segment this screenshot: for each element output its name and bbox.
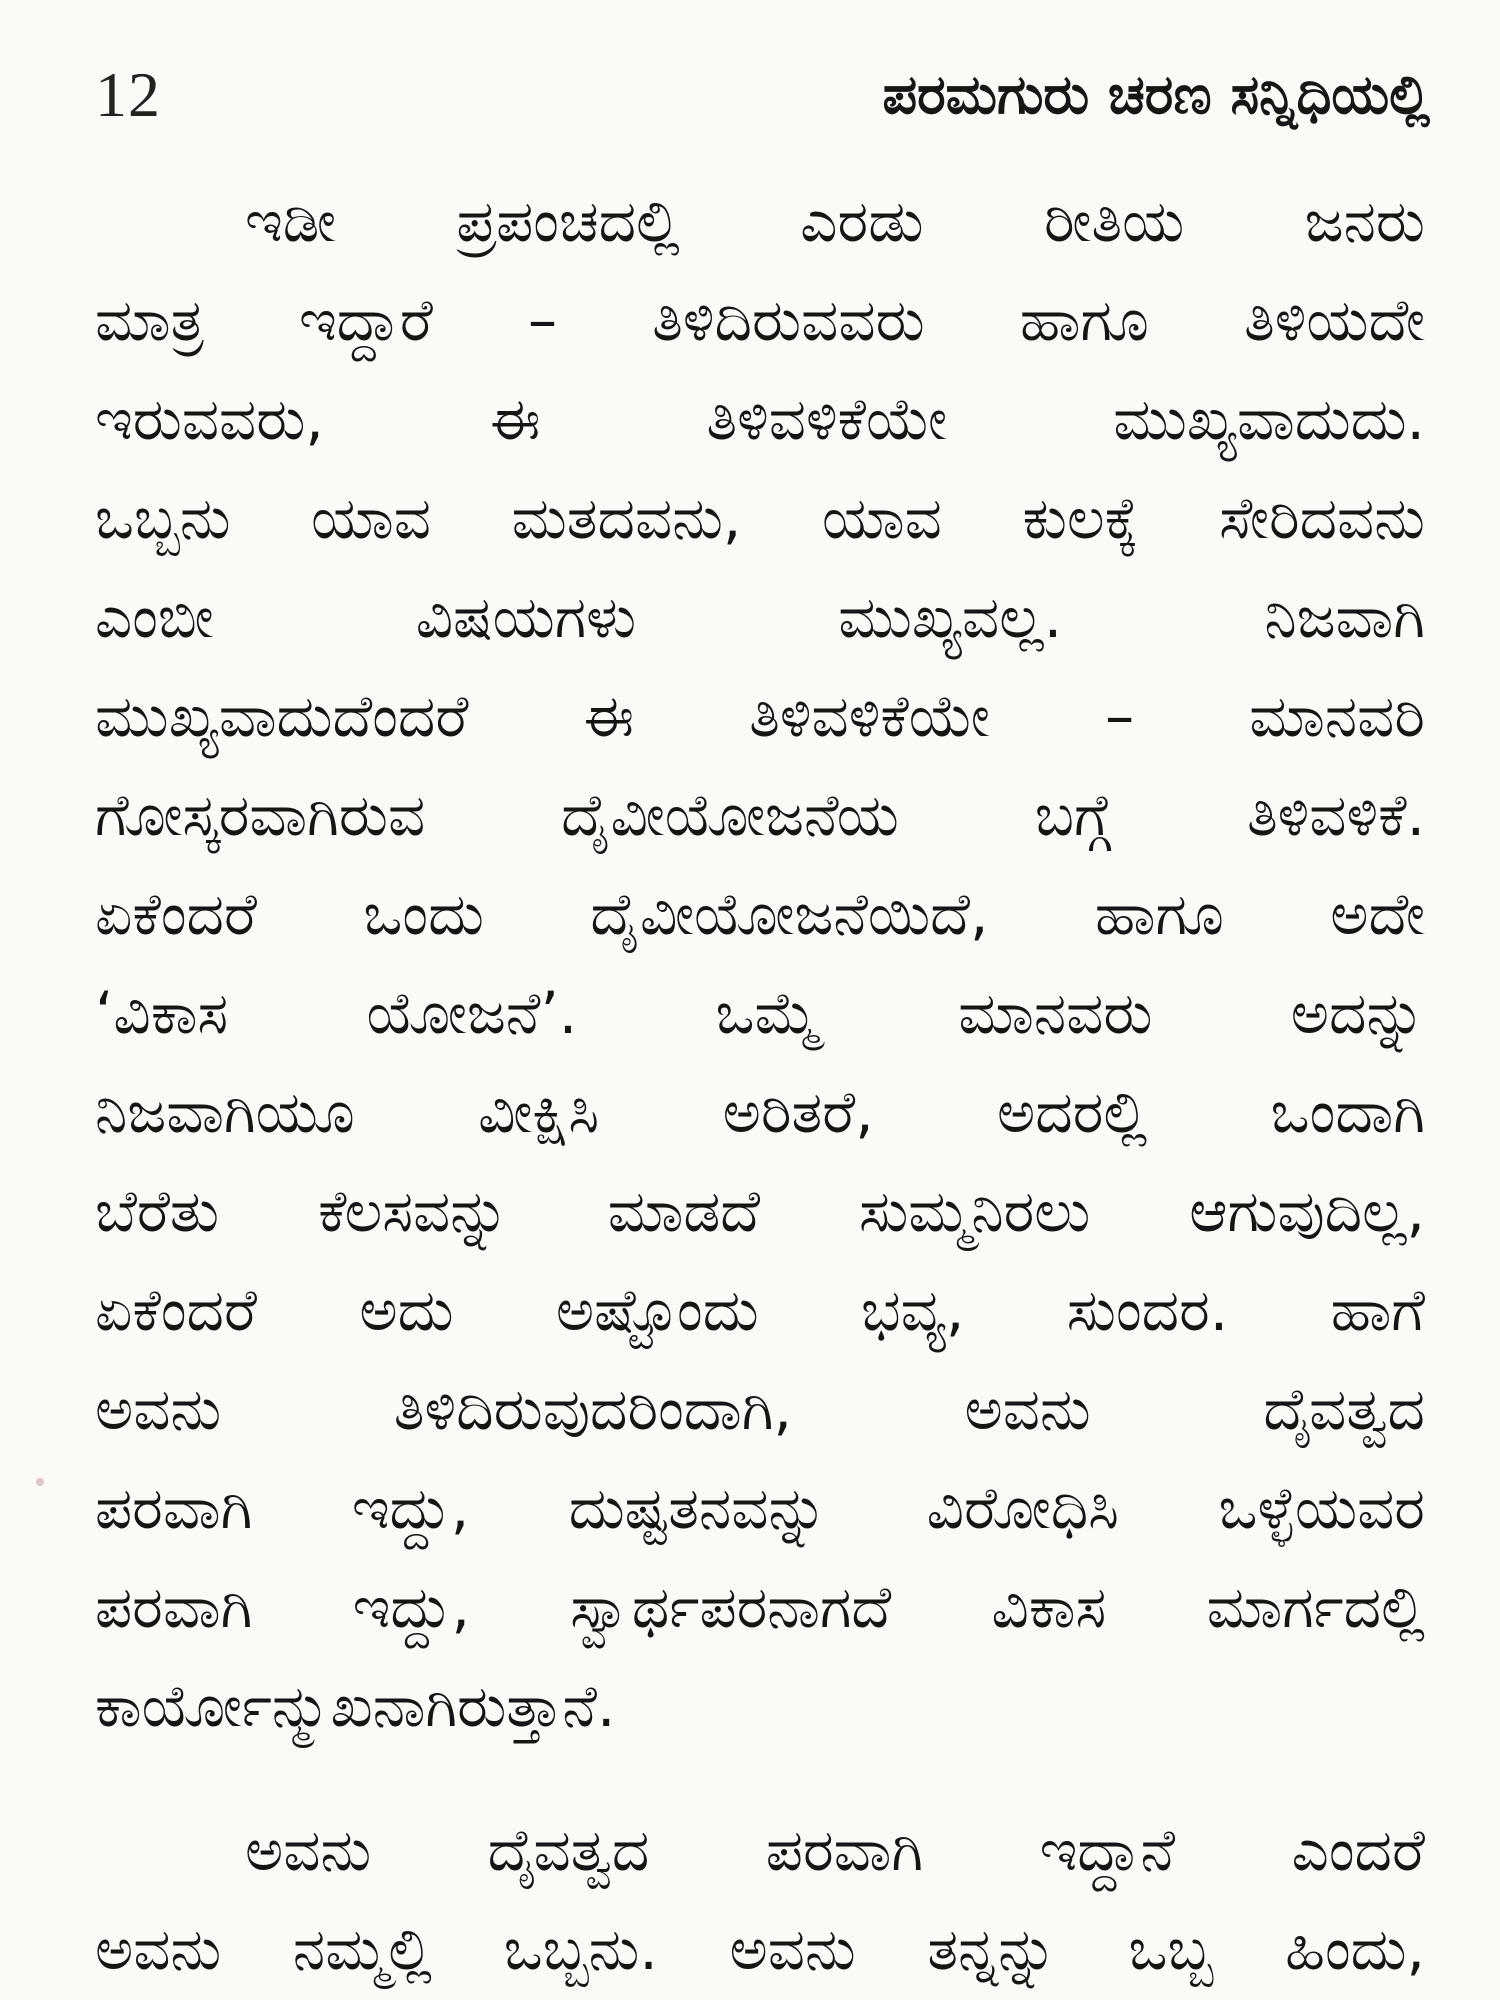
text-line: ಪರವಾಗಿ ಇದ್ದು, ದುಷ್ಟತನವನ್ನು ವಿರೋಧಿಸಿ ಒಳ್ಳೆಯವರ <box>95 1474 1425 1542</box>
text-line: ಕಾರ್ಯೋನ್ಮುಖನಾಗಿರುತ್ತಾನೆ. <box>95 1672 616 1740</box>
page-number: 12 <box>95 59 161 130</box>
running-title: ಪರಮಗುರು ಚರಣ ಸನ್ನಿಧಿಯಲ್ಲಿ <box>882 63 1430 126</box>
text-line: ಏಕೆಂದರೆ ಅದು ಅಷ್ಟೊಂದು ಭವ್ಯ, ಸುಂದರ. ಹಾಗೆ <box>95 1276 1425 1344</box>
text-line: ಇಡೀ ಪ್ರಪಂಚದಲ್ಲಿ ಎರಡು ರೀತಿಯ ಜನರು <box>245 187 1425 255</box>
text-line: ಅವನು ತಿಳಿದಿರುವುದರಿಂದಾಗಿ, ಅವನು ದೈವತ್ವದ <box>95 1375 1425 1443</box>
text-line: ಇರುವವರು, ಈ ತಿಳಿವಳಿಕೆಯೇ ಮುಖ್ಯವಾದುದು. <box>95 385 1425 453</box>
text-line: ಪರವಾಗಿ ಇದ್ದು, ಸ್ವಾರ್ಥಪರನಾಗದೆ ವಿಕಾಸ ಮಾರ್ಗದಲ್ಲಿ <box>95 1573 1425 1641</box>
page-header <box>95 40 1430 150</box>
text-line: ಅವನು ದೈವತ್ವದ ಪರವಾಗಿ ಇದ್ದಾನೆ ಎಂದರೆ <box>245 1816 1425 1884</box>
paragraph-spacer <box>95 1756 1425 1801</box>
paragraph-1 <box>95 172 1425 1756</box>
text-line: ಎಂಬೀ ವಿಷಯಗಳು ಮುಖ್ಯವಲ್ಲ. ನಿಜವಾಗಿ <box>95 583 1425 651</box>
paper-speck <box>36 1478 44 1486</box>
text-line: ‘ವಿಕಾಸ ಯೋಜನೆ’. ಒಮ್ಮೆ ಮಾನವರು ಅದನ್ನು <box>95 979 1425 1047</box>
text-line: ಏಕೆಂದರೆ ಒಂದು ದೈವೀಯೋಜನೆಯಿದೆ, ಹಾಗೂ ಅದೇ <box>95 880 1425 948</box>
text-line: ಮುಖ್ಯವಾದುದೆಂದರೆ ಈ ತಿಳಿವಳಿಕೆಯೇ – ಮಾನವರಿ <box>95 682 1425 750</box>
text-line: ಬೆರೆತು ಕೆಲಸವನ್ನು ಮಾಡದೆ ಸುಮ್ಮನಿರಲು ಆಗುವುದಿಲ್ಲ, <box>95 1177 1425 1245</box>
text-line: ಗೋಸ್ಕರವಾಗಿರುವ ದೈವೀಯೋಜನೆಯ ಬಗ್ಗೆ ತಿಳಿವಳಿಕೆ. <box>95 781 1425 849</box>
paragraph-2 <box>95 1801 1425 1999</box>
body-text <box>95 172 1425 1999</box>
text-line: ಅವನು ನಮ್ಮಲ್ಲಿ ಒಬ್ಬನು. ಅವನು ತನ್ನನ್ನು ಒಬ್ಬ ಹಿಂದು, <box>95 1915 1425 1983</box>
text-line: ಒಬ್ಬನು ಯಾವ ಮತದವನು, ಯಾವ ಕುಲಕ್ಕೆ ಸೇರಿದವನು <box>95 484 1425 552</box>
text-line: ಮಾತ್ರ ಇದ್ದಾರೆ – ತಿಳಿದಿರುವವರು ಹಾಗೂ ತಿಳಿಯದೇ <box>95 286 1425 354</box>
text-line: ನಿಜವಾಗಿಯೂ ವೀಕ್ಷಿಸಿ ಅರಿತರೆ, ಅದರಲ್ಲಿ ಒಂದಾಗಿ <box>95 1078 1425 1146</box>
